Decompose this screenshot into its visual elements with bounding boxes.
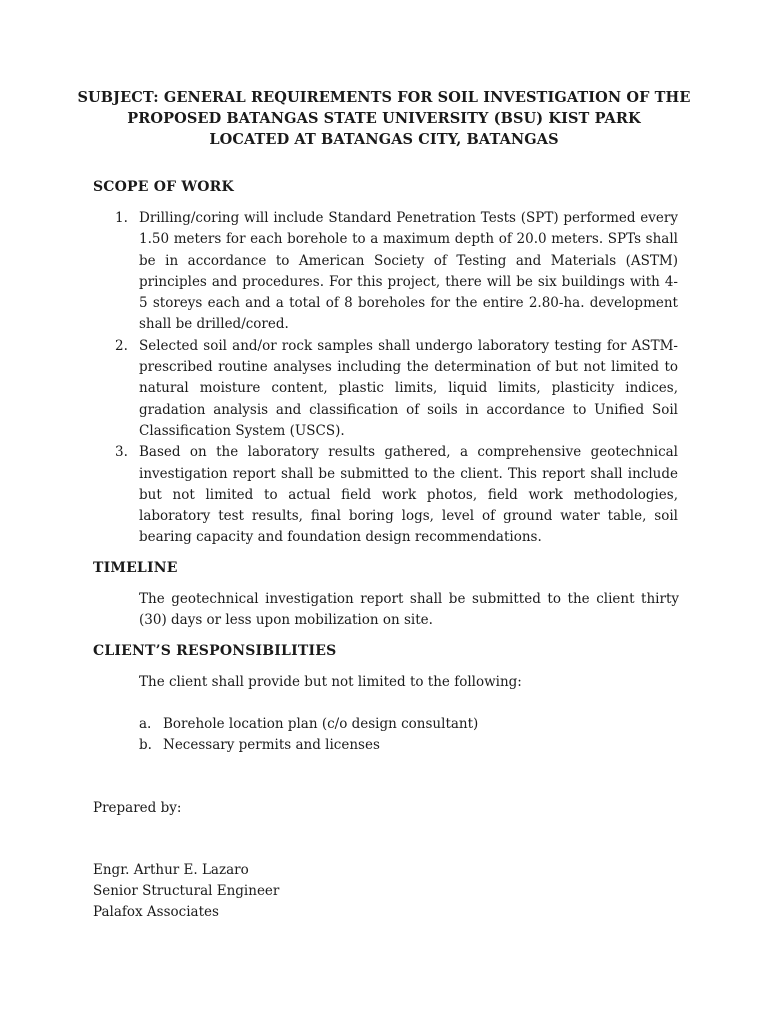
responsibilities-intro: The client shall provide but not limited to the following:: [139, 674, 522, 690]
subject-line-3: LOCATED AT BATANGAS CITY, BATANGAS: [209, 131, 559, 148]
scope-list: [93, 208, 678, 549]
timeline-text: The geotechnical investigation report shall be submitted to the client thirty (30) days or less upon mobilization on site.: [139, 591, 679, 629]
subject-line-1: SUBJECT: GENERAL REQUIREMENTS FOR SOIL INVESTIGATION OF THE: [77, 89, 691, 106]
responsibility-letter: b.: [139, 737, 152, 754]
signatory-company: Palafox Associates: [93, 904, 219, 920]
responsibility-letter: a.: [139, 716, 152, 732]
scope-item-number: 3.: [115, 444, 128, 461]
scope-item: [93, 208, 678, 336]
scope-heading: SCOPE OF WORK: [93, 179, 234, 195]
signatory-title: Senior Structural Engineer: [93, 883, 280, 899]
scope-item: [93, 442, 678, 548]
scope-item-text: Drilling/coring will include Standard Penetration Tests (SPT) performed every 1.50 meters for each borehole to a maximum depth of 20.0 meters. SPTs shall be in accordance to American Society of Testing and Materials (ASTM) principles and procedures. For this project, there will be six buildings with 4-5 storeys each and a total of 8 boreholes for the entire 2.80-ha. development shall be drilled/cored.: [139, 210, 678, 333]
responsibility-text: Borehole location plan (c/o design consultant): [163, 716, 479, 732]
responsibility-item: [139, 714, 679, 735]
responsibility-item: [139, 735, 679, 756]
subject-line-2: PROPOSED BATANGAS STATE UNIVERSITY (BSU) KIST PARK: [127, 110, 641, 127]
scope-item-text: Selected soil and/or rock samples shall undergo laboratory testing for ASTM-prescribed routine analyses including the determination of but not limited to natural moisture content, plastic limits, liquid limits, plasticity indices, gradation analysis and classification of soils in accordance to Unified Soil Classification System (USCS).: [139, 337, 678, 439]
subject-title: [60, 87, 708, 150]
prepared-by-label: Prepared by:: [93, 800, 182, 816]
timeline-heading: TIMELINE: [93, 560, 178, 576]
signatory-name: Engr. Arthur E. Lazaro: [93, 862, 249, 878]
scope-item: [93, 336, 678, 442]
responsibilities-list: [139, 714, 679, 757]
responsibilities-heading: CLIENT’S RESPONSIBILITIES: [93, 643, 337, 659]
scope-item-number: 1.: [115, 210, 128, 226]
scope-item-number: 2.: [115, 337, 128, 354]
scope-item-text: Based on the laboratory results gathered, a comprehensive geotechnical investigation report shall be submitted to the client. This report shall include but not limited to actual field work photos, field work methodologies, laboratory test results, final boring logs, level of ground water table, soil bearing capacity and foundation design recommendations.: [139, 444, 678, 546]
responsibility-text: Necessary permits and licenses: [163, 737, 380, 754]
